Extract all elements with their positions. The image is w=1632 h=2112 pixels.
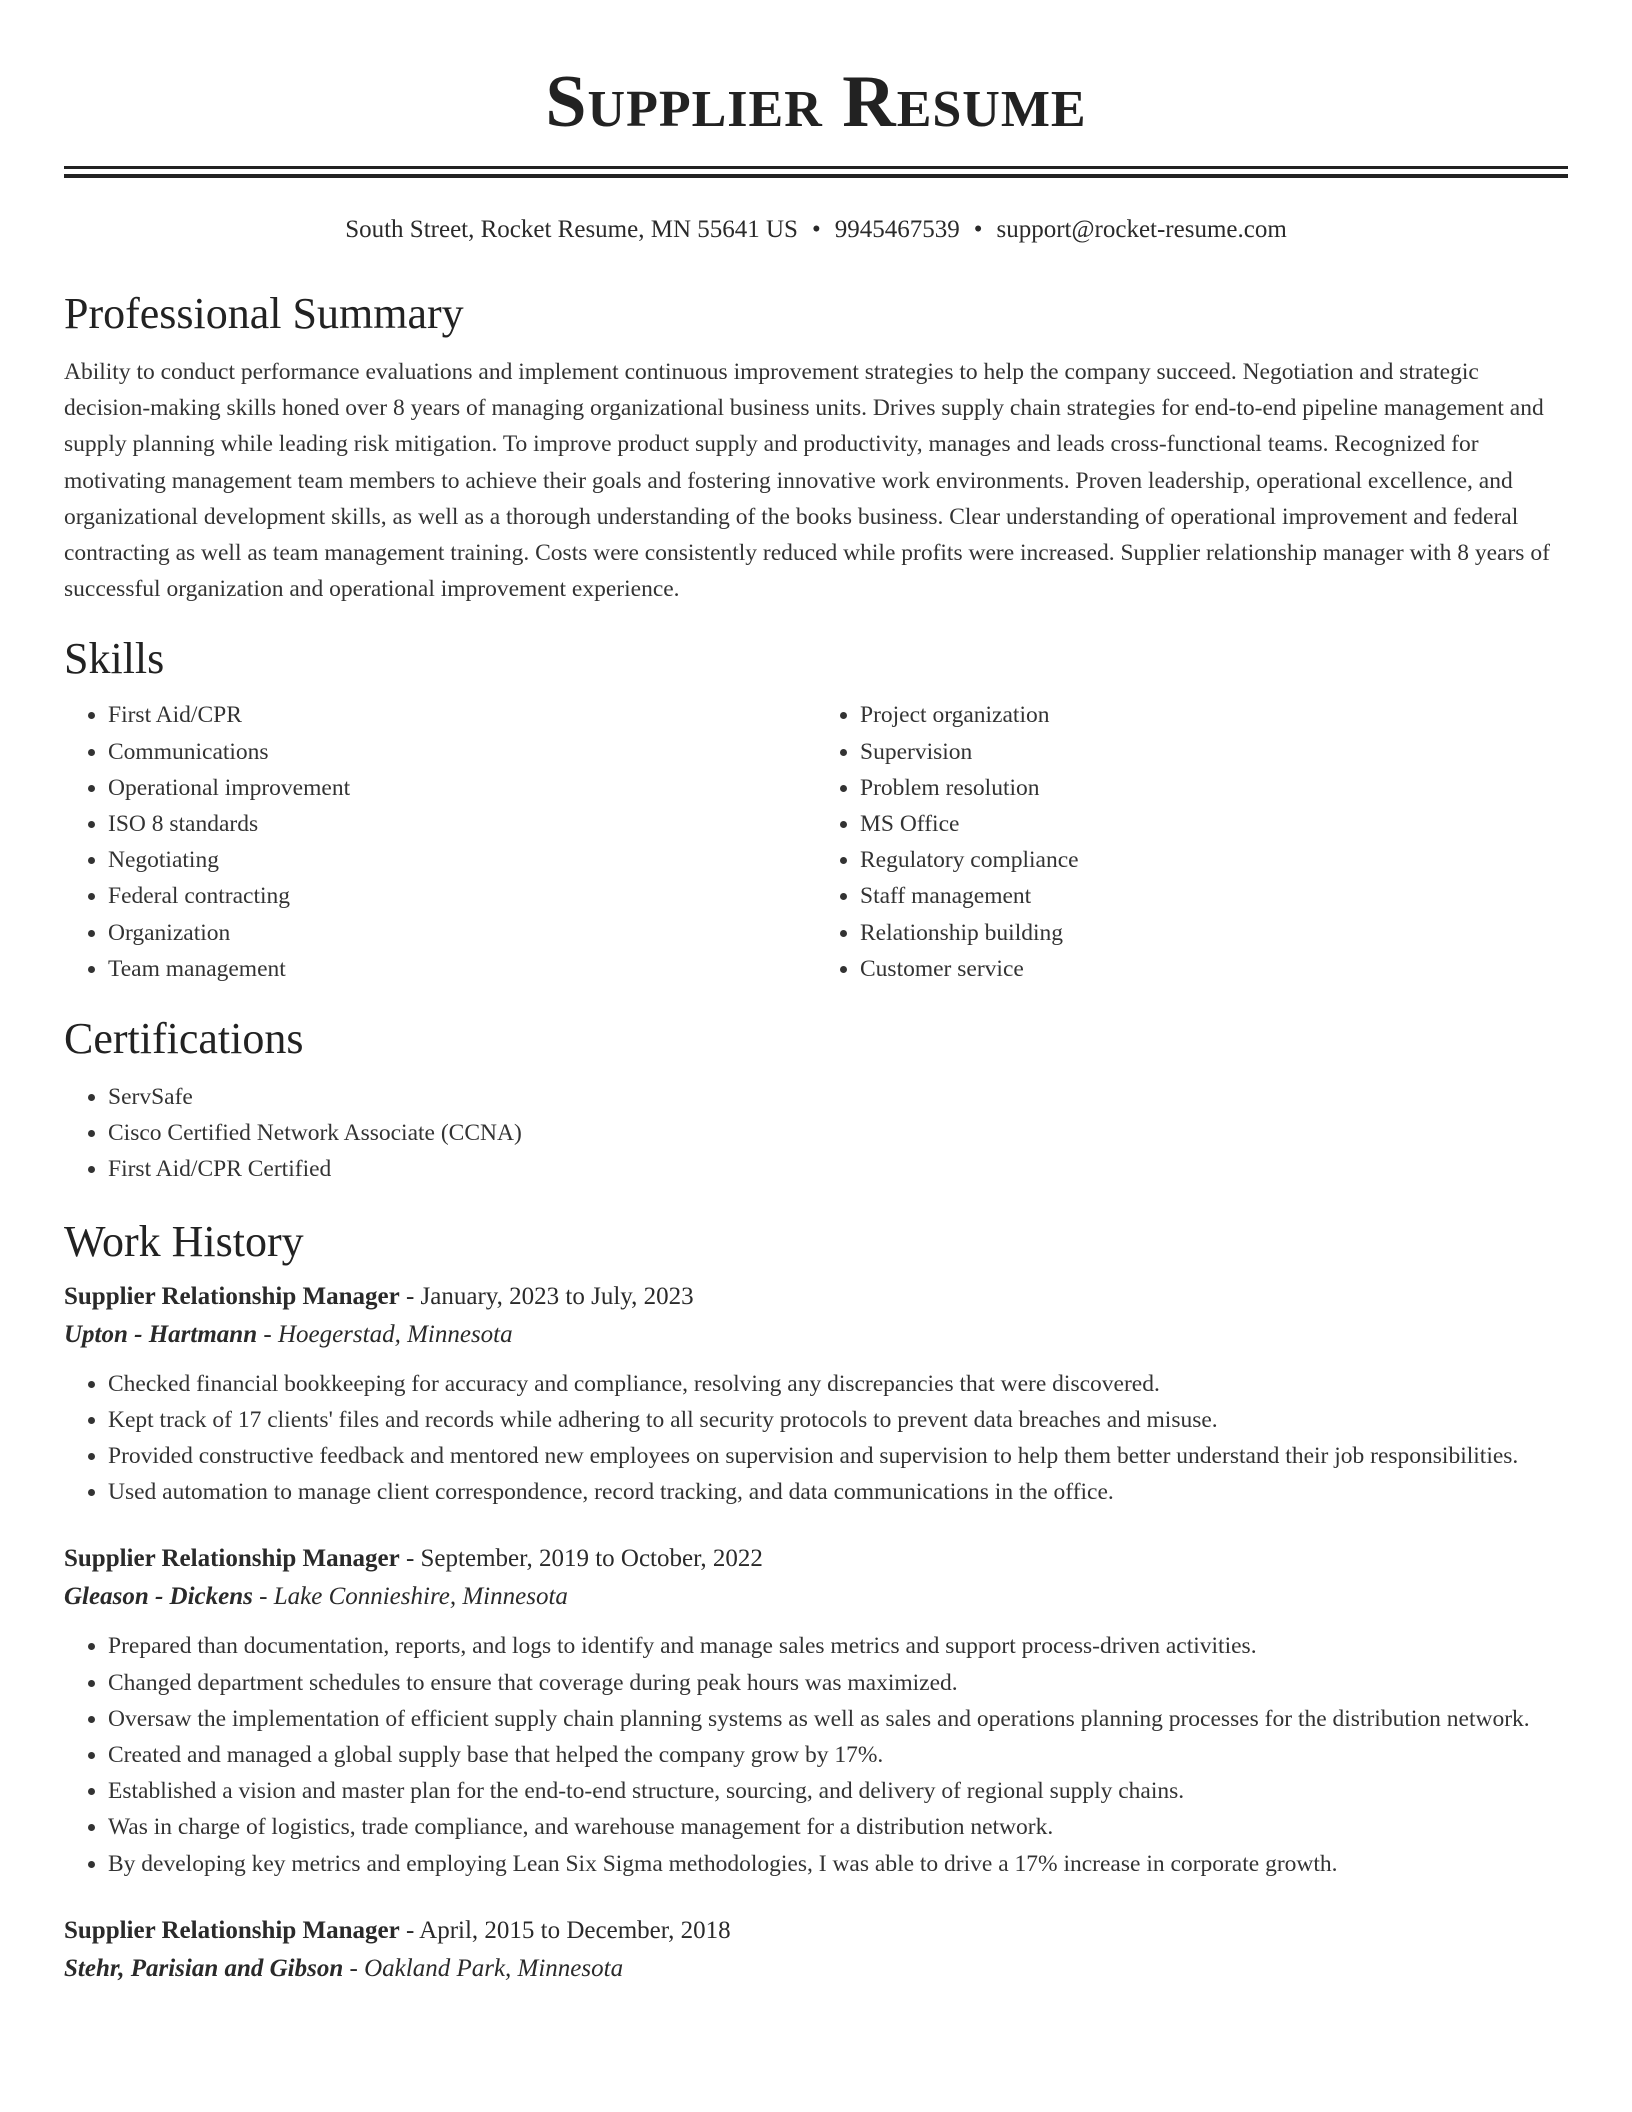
skill-item: • Supervision — [860, 734, 1568, 770]
skill-item: • Project organization — [860, 697, 1568, 733]
job-company-line: Stehr, Parisian and Gibson - Oakland Park, Minnesota — [64, 1954, 624, 1982]
contact-address: South Street, Rocket Resume, MN 55641 US — [345, 216, 798, 243]
job-bullet: • Established a vision and master plan for the end-to-end structure, sourcing, and delivery of regional supply chains. — [108, 1773, 1568, 1809]
job-bullet: • Was in charge of logistics, trade compliance, and warehouse management for a distribution network. — [108, 1809, 1568, 1845]
job-title: Supplier Relationship Manager — [64, 1282, 400, 1310]
job-bullet: • Checked financial bookkeeping for accuracy and compliance, resolving any discrepancies that were discovered. — [108, 1366, 1568, 1402]
job-company: Gleason - Dickens — [64, 1583, 253, 1611]
job-title-line: Supplier Relationship Manager - September, 2019 to October, 2022 — [64, 1545, 763, 1573]
resume-page — [64, 0, 1568, 1988]
skills-column-right — [816, 697, 1568, 987]
job-dates: September, 2019 to October, 2022 — [420, 1545, 763, 1573]
skill-item: • Customer service — [860, 951, 1568, 987]
contact-phone: 9945467539 — [834, 216, 960, 243]
job-company-line: Upton - Hartmann - Hoegerstad, Minnesota — [64, 1320, 513, 1348]
title-divider-top — [64, 166, 1568, 169]
job-title-line: Supplier Relationship Manager - January, 2023 to July, 2023 — [64, 1282, 694, 1310]
page-title: Supplier Resume — [545, 61, 1087, 143]
job-location: Hoegerstad, Minnesota — [277, 1320, 513, 1348]
skill-item: • Communications — [108, 734, 816, 770]
skill-item: • Operational improvement — [108, 770, 816, 806]
skill-item: • Relationship building — [860, 915, 1568, 951]
certification-item: • Cisco Certified Network Associate (CCNA) — [108, 1115, 1568, 1151]
skill-item: • First Aid/CPR — [108, 697, 816, 733]
job-dates: April, 2015 to December, 2018 — [419, 1916, 731, 1944]
job-bullet: • Used automation to manage client correspondence, record tracking, and data communications in the office. — [108, 1474, 1568, 1510]
job-company-line: Gleason - Dickens - Lake Connieshire, Minnesota — [64, 1583, 568, 1611]
job-dates: January, 2023 to July, 2023 — [420, 1282, 694, 1310]
skill-item: • Problem resolution — [860, 770, 1568, 806]
job-bullet: • Provided constructive feedback and mentored new employees on supervision and supervision to help them better understand their job responsibilities. — [108, 1438, 1568, 1474]
contact-email: support@rocket-resume.com — [996, 216, 1287, 243]
job-bullet: • Kept track of 17 clients' files and records while adhering to all security protocols to prevent data breaches and misuse. — [108, 1402, 1568, 1438]
job-entry — [64, 1912, 1568, 1988]
job-entry — [64, 1540, 1568, 1881]
job-title: Supplier Relationship Manager — [64, 1916, 400, 1944]
job-bullets — [64, 1628, 1568, 1881]
section-heading-summary: Professional Summary — [64, 289, 464, 338]
section-heading-work-history: Work History — [64, 1216, 304, 1266]
skill-item: • Regulatory compliance — [860, 842, 1568, 878]
certification-item: • ServSafe — [108, 1079, 1568, 1115]
section-heading-certifications: Certifications — [64, 1014, 304, 1064]
job-bullets — [64, 1366, 1568, 1511]
skill-item: • Staff management — [860, 878, 1568, 914]
job-location: Oakland Park, Minnesota — [364, 1954, 624, 1982]
contact-separator: • — [811, 216, 821, 243]
skill-item: • Negotiating — [108, 842, 816, 878]
job-location: Lake Connieshire, Minnesota — [273, 1583, 568, 1611]
skill-item: • Federal contracting — [108, 878, 816, 914]
contact-line — [64, 214, 1568, 246]
job-bullet: • Oversaw the implementation of efficient supply chain planning systems as well as sales and operations planning processes for the distribution network. — [108, 1701, 1568, 1737]
skill-item: • MS Office — [860, 806, 1568, 842]
job-bullet: • By developing key metrics and employing Lean Six Sigma methodologies, I was able to drive a 17% increase in corporate growth. — [108, 1846, 1568, 1882]
skills-list — [64, 697, 1568, 987]
skill-item: • ISO 8 standards — [108, 806, 816, 842]
job-title-line: Supplier Relationship Manager - April, 2015 to December, 2018 — [64, 1916, 731, 1944]
job-title: Supplier Relationship Manager — [64, 1545, 400, 1573]
contact-separator: • — [973, 216, 983, 243]
skill-item: • Team management — [108, 951, 816, 987]
job-bullet: • Created and managed a global supply base that helped the company grow by 17%. — [108, 1737, 1568, 1773]
certifications-list — [64, 1079, 1568, 1188]
job-bullet: • Prepared than documentation, reports, and logs to identify and manage sales metrics and support process-driven activities. — [108, 1628, 1568, 1664]
job-company: Upton - Hartmann — [64, 1320, 258, 1348]
section-heading-skills: Skills — [64, 634, 165, 684]
job-company: Stehr, Parisian and Gibson — [64, 1954, 344, 1982]
skills-column-left — [64, 697, 816, 987]
summary-text: Ability to conduct performance evaluations and implement continuous improvement strategies to help the company succeed. Negotiation and strategic decision-making skills honed over 8 years of managing organizational business units. Drives supply chain strategies for end-to-end pipeline management and supply planning while leading risk mitigation. To improve product supply and productivity, manages and leads cross-functional teams. Recognized for motivating management team members to achieve their goals and fostering innovative work environments. Proven leadership, operational excellence, and organizational development skills, as well as a thorough understanding of the books business. Clear understanding of operational improvement and federal contracting as well as team management training. Costs were consistently reduced while profits were increased. Supplier relationship manager with 8 years of successful organization and operational improvement experience. — [64, 359, 1550, 603]
job-bullet: • Changed department schedules to ensure that coverage during peak hours was maximized. — [108, 1665, 1568, 1701]
skill-item: • Organization — [108, 915, 816, 951]
title-divider-bottom — [64, 174, 1568, 178]
certification-item: • First Aid/CPR Certified — [108, 1151, 1568, 1187]
job-entry — [64, 1278, 1568, 1511]
